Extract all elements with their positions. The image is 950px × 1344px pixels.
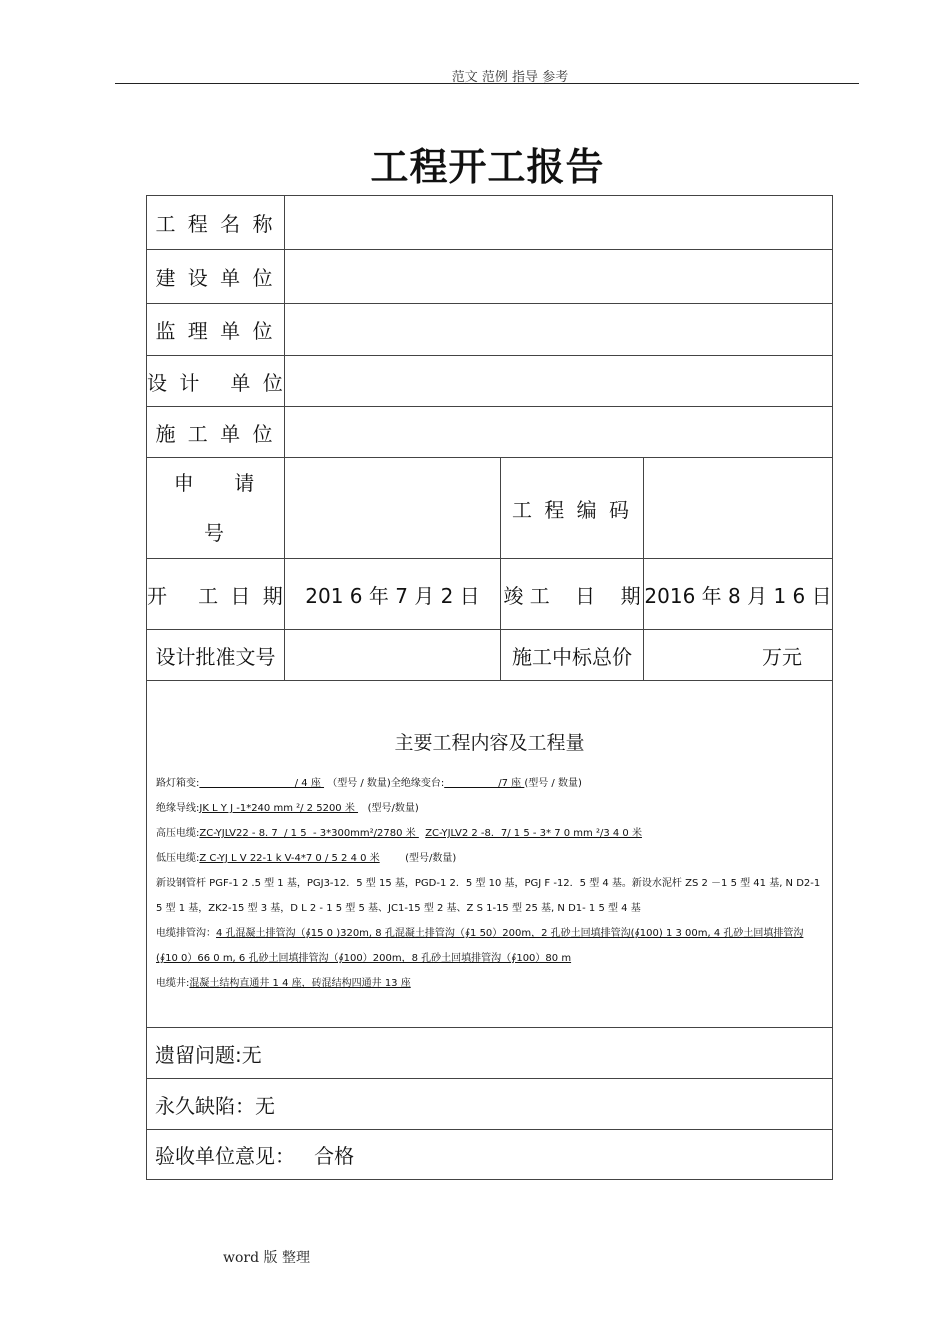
bid-price-label: 施工中标总价 <box>501 630 644 681</box>
supervisor-label: 监 理 单 位 <box>147 304 285 356</box>
cable-trench-value: 4 孔混凝土排管沟（∮15 0 )320m, 8 孔混凝土排管沟（∮1 50）200m，2 孔砂土回填排管沟(∮100) 1 3 00m, 4 孔砂土回填排管沟 <box>216 928 804 939</box>
substation-note: （型号 / 数量)全绝缘变台: <box>324 778 445 789</box>
row-constructor <box>147 407 833 458</box>
row-acceptance-opinion <box>147 1130 833 1180</box>
content-line-cable-trench-1 <box>156 921 832 946</box>
apply-number-value[interactable] <box>285 458 501 559</box>
header-divider <box>115 83 859 84</box>
end-date-label: 竣 工 日 期 <box>501 559 644 630</box>
designer-value[interactable] <box>285 356 833 407</box>
content-line-hv-cable <box>156 821 832 846</box>
apply-number-label <box>147 458 285 559</box>
content-line-insulated-wire <box>156 796 832 821</box>
cable-trench-label: 电缆排管沟： <box>156 928 216 939</box>
content-line-poles-1: 新设钢管杆 PGF-1 2 .5 型 1 基，PGJ3-12．5 型 15 基，PGD-1 2．5 型 10 基，PGJ F -12．5 型 4 基。新设水泥杆 ZS 2 －1 5 型 41 基, N D2-1 <box>156 878 821 889</box>
project-name-value[interactable] <box>285 196 833 250</box>
page-header-text: 范文 范例 指导 参考 <box>451 70 569 85</box>
insulated-transformer-value: /7 座 <box>444 778 525 789</box>
builder-value[interactable] <box>285 250 833 304</box>
bid-price-unit: 万元 <box>644 630 833 681</box>
content-line-cable-well <box>156 971 832 996</box>
row-supervisor <box>147 304 833 356</box>
start-date-label: 开 工 日 期 <box>147 559 285 630</box>
approval-doc-label: 设计批准文号 <box>147 630 285 681</box>
row-builder <box>147 250 833 304</box>
content-line-substation <box>156 771 832 796</box>
start-date-value: 201 6 年 7 月 2 日 <box>285 559 501 630</box>
approval-doc-value[interactable] <box>285 630 501 681</box>
apply-number-label-line1: 申 请 <box>173 471 258 495</box>
content-line-lv-cable <box>156 846 832 871</box>
permanent-defects: 永久缺陷：无 <box>147 1079 833 1130</box>
substation-value: / 4 座 <box>199 778 325 789</box>
document-title: 工程开工报告 <box>370 145 605 189</box>
row-dates <box>147 559 833 630</box>
content-line-poles-2: 5 型 1 基，ZK2-15 型 3 基，D L 2 - 1 5 型 5 基、JC1-15 型 2 基、Z S 1-15 型 25 基, N D1- 1 5 型 4 基 <box>156 903 641 914</box>
insulated-transformer-note: (型号 / 数量) <box>524 778 582 789</box>
row-permanent-defects <box>147 1079 833 1130</box>
hv-cable-label: 高压电缆: <box>156 828 200 839</box>
lv-cable-value: Z C-YJ L V 22-1 k V-4*7 0 / 5 2 4 0 米 <box>199 853 380 864</box>
hv-cable-value-2: ZC-YJLV2 2 -8．7/ 1 5 - 3* 7 0 mm ²/3 4 0 米 <box>425 828 642 839</box>
apply-number-label-line2: 号 <box>204 521 227 545</box>
substation-label: 路灯箱变: <box>156 778 200 789</box>
row-apply-number <box>147 458 833 559</box>
hv-cable-value-1: ZC-YJLV22 - 8. 7 / 1 5 - 3*300mm²/2780 米 <box>199 828 419 839</box>
project-code-value[interactable] <box>644 458 833 559</box>
constructor-value[interactable] <box>285 407 833 458</box>
insulated-wire-note: (型号/数量) <box>358 803 419 814</box>
acceptance-opinion: 验收单位意见： 合格 <box>147 1130 833 1180</box>
report-form-table <box>146 195 833 1180</box>
cable-well-value: 混凝土结构直通井 1 4 座，砖混结构四通井 13 座 <box>189 978 411 989</box>
row-project-name <box>147 196 833 250</box>
lv-cable-note: (型号/数量) <box>379 853 457 864</box>
cable-well-label: 电缆井: <box>156 978 190 989</box>
row-designer <box>147 356 833 407</box>
lv-cable-label: 低压电缆: <box>156 853 200 864</box>
row-approval-price <box>147 630 833 681</box>
constructor-label: 施 工 单 位 <box>147 407 285 458</box>
row-legacy-issues <box>147 1028 833 1079</box>
designer-label: 设 计 单 位 <box>147 356 285 407</box>
page-footer-text: word 版 整理 <box>223 1250 310 1266</box>
content-line-cable-trench-2: (∮10 0）66 0 m, 6 孔砂土回填排管沟（∮100）200m，8 孔砂土回填排管沟（∮100）80 m <box>156 953 572 964</box>
main-content-cell <box>147 681 833 1028</box>
insulated-wire-value: JK L Y J -1*240 mm ²/ 2 5200 米 <box>199 803 359 814</box>
project-name-label: 工 程 名 称 <box>147 196 285 250</box>
project-code-label: 工 程 编 码 <box>501 458 644 559</box>
insulated-wire-label: 绝缘导线: <box>156 803 200 814</box>
supervisor-value[interactable] <box>285 304 833 356</box>
main-content-title: 主要工程内容及工程量 <box>394 732 585 754</box>
end-date-value: 2016 年 8 月 1 6 日 <box>644 559 833 630</box>
legacy-issues: 遗留问题:无 <box>147 1028 833 1079</box>
row-main-content <box>147 681 833 1028</box>
builder-label: 建 设 单 位 <box>147 250 285 304</box>
